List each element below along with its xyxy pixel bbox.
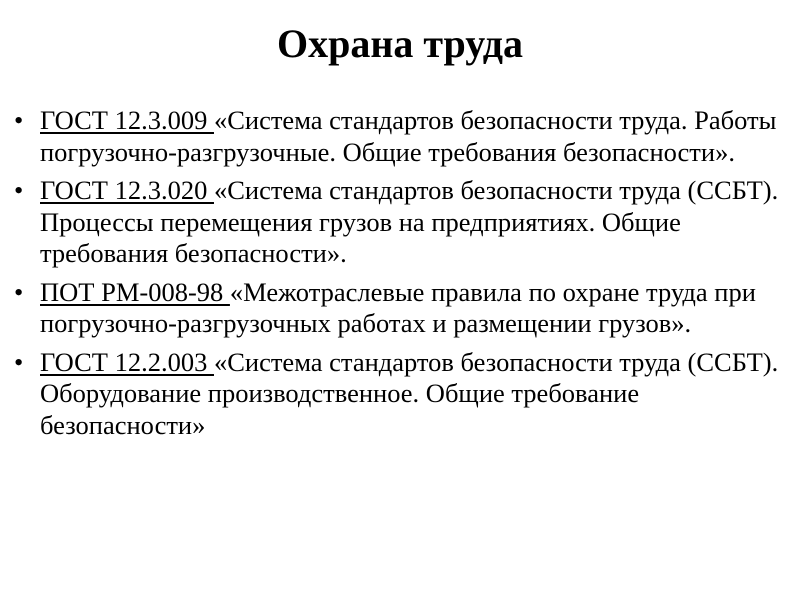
standard-description: «Система стандартов безопасности труда (ССБТ). Процессы перемещения грузов на предприятиях. Общие требования безопасности». bbox=[40, 175, 779, 268]
list-item bbox=[14, 347, 796, 442]
bullet-icon: • bbox=[14, 175, 24, 205]
bullet-icon: • bbox=[14, 276, 24, 307]
standard-code-link[interactable]: ГОСТ 12.3.009 bbox=[40, 105, 214, 135]
list-item bbox=[14, 105, 796, 168]
standard-description: «Система стандартов безопасности труда. Работы погрузочно-разгрузочные. Общие требования безопасности». bbox=[40, 105, 777, 167]
standard-description: «Межотраслевые правила по охране труда при погрузочно-разгрузочных работах и размещении грузов». bbox=[40, 276, 756, 338]
slide-title: Охрана труда bbox=[277, 21, 523, 66]
standard-code-link[interactable]: ПОТ РМ-008-98 bbox=[40, 276, 230, 307]
standards-list bbox=[14, 105, 796, 448]
standard-code-link[interactable]: ГОСТ 12.2.003 bbox=[40, 346, 214, 377]
bullet-icon: • bbox=[14, 105, 24, 135]
standard-code-link[interactable]: ГОСТ 12.3.020 bbox=[40, 175, 214, 205]
list-item bbox=[14, 175, 796, 270]
bullet-icon: • bbox=[14, 346, 24, 377]
standard-description: «Система стандартов безопасности труда (ССБТ). Оборудование производственное. Общие требование безопасности» bbox=[40, 346, 779, 440]
list-item bbox=[14, 277, 796, 340]
